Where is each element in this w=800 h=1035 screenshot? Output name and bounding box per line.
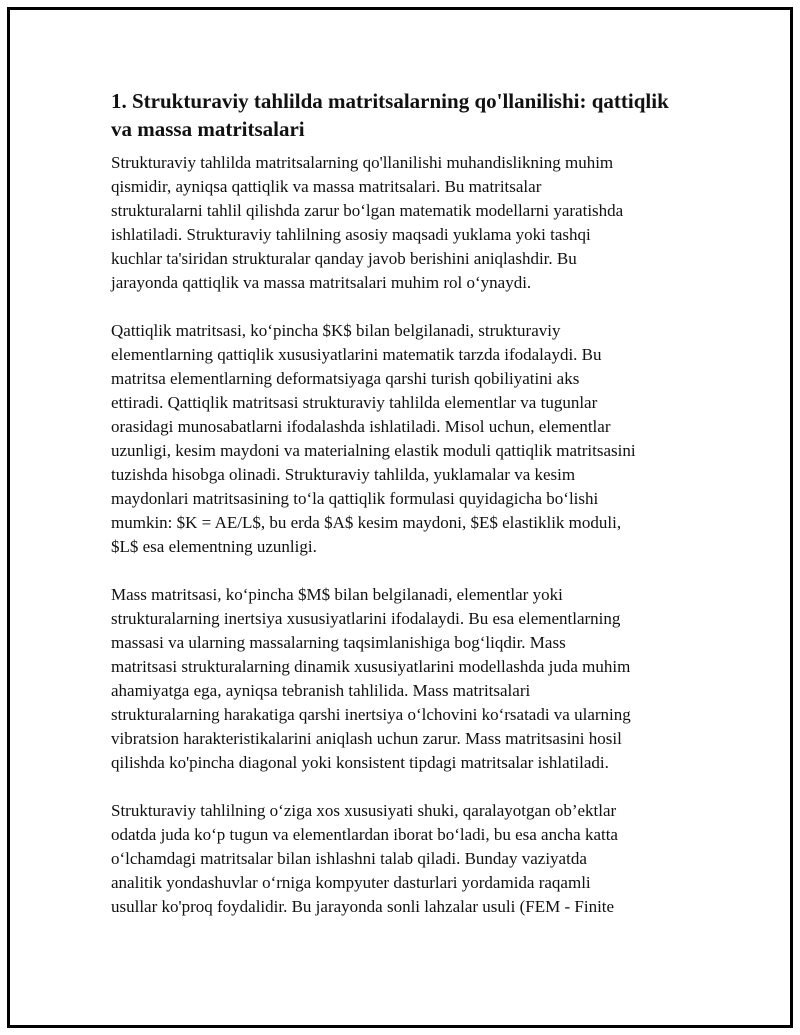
paragraph (111, 151, 691, 295)
text-line: ettiradi. Qattiqlik matritsasi strukturaviy tahlilda elementlar va tugunlar (111, 393, 598, 412)
text-line: ahamiyatga ega, ayniqsa tebranish tahlilida. Mass matritsalari (111, 681, 531, 700)
text-line: Mass matritsasi, ko‘pincha $M$ bilan belgilanadi, elementlar yoki (111, 585, 563, 604)
text-line: $L$ esa elementning uzunligi. (111, 537, 317, 556)
text-line: analitik yondashuvlar o‘rniga kompyuter dasturlari yordamida raqamli (111, 873, 591, 892)
text-line: strukturalarning harakatiga qarshi inertsiya o‘lchovini ko‘rsatadi va ularning (111, 705, 631, 724)
text-line: jarayonda qattiqlik va massa matritsalari muhim rol o‘ynaydi. (111, 273, 532, 292)
text-line: strukturalarning inertsiya xususiyatlarini ifodalaydi. Bu esa elementlarning (111, 609, 621, 628)
document-content (111, 87, 691, 943)
text-line: odatda juda ko‘p tugun va elementlardan iborat bo‘ladi, bu esa ancha katta (111, 825, 618, 844)
text-line: vibratsion harakteristikalarini aniqlash uchun zarur. Mass matritsasini hosil (111, 729, 622, 748)
paragraph (111, 319, 691, 559)
text-line: uzunligi, kesim maydoni va materialning elastik moduli qattiqlik matritsasini (111, 441, 636, 460)
text-line: Strukturaviy tahlilning o‘ziga xos xususiyati shuki, qaralayotgan ob’ektlar (111, 801, 617, 820)
text-line: elementlarning qattiqlik xususiyatlarini matematik tarzda ifodalaydi. Bu (111, 345, 602, 364)
text-line: strukturalarni tahlil qilishda zarur bo‘lgan matematik modellarni yaratishda (111, 201, 624, 220)
text-line: matritsa elementlarning deformatsiyaga qarshi turish qobiliyatini aks (111, 369, 580, 388)
text-line: orasidagi munosabatlarni ifodalashda ishlatiladi. Misol uchun, elementlar (111, 417, 611, 436)
text-line: Strukturaviy tahlilda matritsalarning qo'llanilishi muhandislikning muhim (111, 153, 614, 172)
text-line: mumkin: $K = AE/L$, bu erda $A$ kesim maydoni, $E$ elastiklik moduli, (111, 513, 622, 532)
text-line: massasi va ularning massalarning taqsimlanishiga bog‘liqdir. Mass (111, 633, 566, 652)
text-line: o‘lchamdagi matritsalar bilan ishlashni talab qiladi. Bunday vaziyatda (111, 849, 587, 868)
paragraph (111, 799, 691, 919)
text-line: qismidir, ayniqsa qattiqlik va massa matritsalari. Bu matritsalar (111, 177, 542, 196)
title-line: va massa matritsalari (111, 117, 305, 141)
text-line: Qattiqlik matritsasi, ko‘pincha $K$ bilan belgilanadi, strukturaviy (111, 321, 561, 340)
text-line: kuchlar ta'siridan strukturalar qanday javob berishini aniqlashdir. Bu (111, 249, 577, 268)
title-line: 1. Strukturaviy tahlilda matritsalarning qo'llanilishi: qattiqlik (111, 89, 669, 113)
text-line: matritsasi strukturalarning dinamik xususiyatlarini modellashda juda muhim (111, 657, 631, 676)
text-line: tuzishda hisobga olinadi. Strukturaviy tahlilda, yuklamalar va kesim (111, 465, 576, 484)
text-line: usullar ko'proq foydalidir. Bu jarayonda sonli lahzalar usuli (FEM - Finite (111, 897, 615, 916)
text-line: ishlatiladi. Strukturaviy tahlilning asosiy maqsadi yuklama yoki tashqi (111, 225, 591, 244)
section-title (111, 87, 691, 143)
text-line: qilishda ko'pincha diagonal yoki konsistent tipdagi matritsalar ishlatiladi. (111, 753, 609, 772)
text-line: maydonlari matritsasining to‘la qattiqlik formulasi quyidagicha bo‘lishi (111, 489, 599, 508)
paragraph (111, 583, 691, 775)
